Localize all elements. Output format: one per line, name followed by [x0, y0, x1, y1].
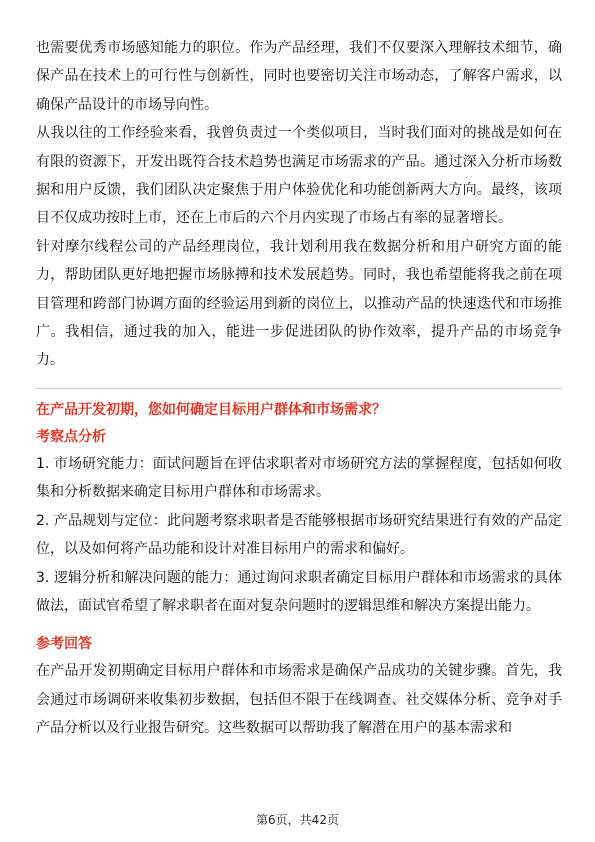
analysis-item: 1. 市场研究能力：面试问题旨在评估求职者对市场研究方法的掌握程度，包括如何收集和分析数据来确定目标用户群体和市场需求。	[36, 455, 562, 501]
analysis-item: 2. 产品规划与定位：此问题考察求职者是否能够根据市场研究结果进行有效的产品定位，以及如何将产品功能和设计对准目标用户的需求和偏好。	[36, 512, 562, 558]
analysis-heading: 考察点分析	[36, 428, 106, 445]
page-footer: 第6页，共42页	[256, 813, 339, 827]
body-paragraph: 从我以往的工作经验来看，我曾负责过一个类似项目，当时我们面对的挑战是如何在有限的资源下，开发出既符合技术趋势也满足市场需求的产品。通过深入分析市场数据和用户反馈，我们团队决定聚焦于用户体验优化和功能创新两大方向。最终，该项目不仅成功按时上市，还在上市后的六个月内实现了市场占有率的显著增长。	[36, 125, 562, 227]
answer-paragraph: 在产品开发初期确定目标用户群体和市场需求是确保产品成功的关键步骤。首先，我会通过市场调研来收集初步数据，包括但不限于在线调查、社交媒体分析、竞争对手产品分析以及行业报告研究。这些数据可以帮助我了解潜在用户的基本需求和	[36, 663, 562, 737]
body-paragraph: 针对摩尔线程公司的产品经理岗位，我计划利用我在数据分析和用户研究方面的能力，帮助团队更好地把握市场脉搏和技术发展趋势。同时，我也希望能将我之前在项目管理和跨部门协调方面的经验运用到新的岗位上，以推动产品的快速迭代和市场推广。我相信，通过我的加入，能进一步促进团队的协作效率，提升产品的市场竞争力。	[36, 238, 562, 369]
document-page	[36, 34, 562, 743]
interview-question: 在产品开发初期，您如何确定目标用户群体和市场需求？	[36, 401, 386, 418]
analysis-item: 3. 逻辑分析和解决问题的能力：通过询问求职者确定目标用户群体和市场需求的具体做法，面试官希望了解求职者在面对复杂问题时的逻辑思维和解决方案提出能力。	[36, 569, 562, 614]
body-paragraph: 也需要优秀市场感知能力的职位。作为产品经理，我们不仅要深入理解技术细节，确保产品在技术上的可行性与创新性，同时也要密切关注市场动态，了解客户需求，以确保产品设计的市场导向性。	[36, 40, 562, 113]
answer-heading: 参考回答	[36, 636, 92, 653]
section-divider	[36, 388, 562, 389]
